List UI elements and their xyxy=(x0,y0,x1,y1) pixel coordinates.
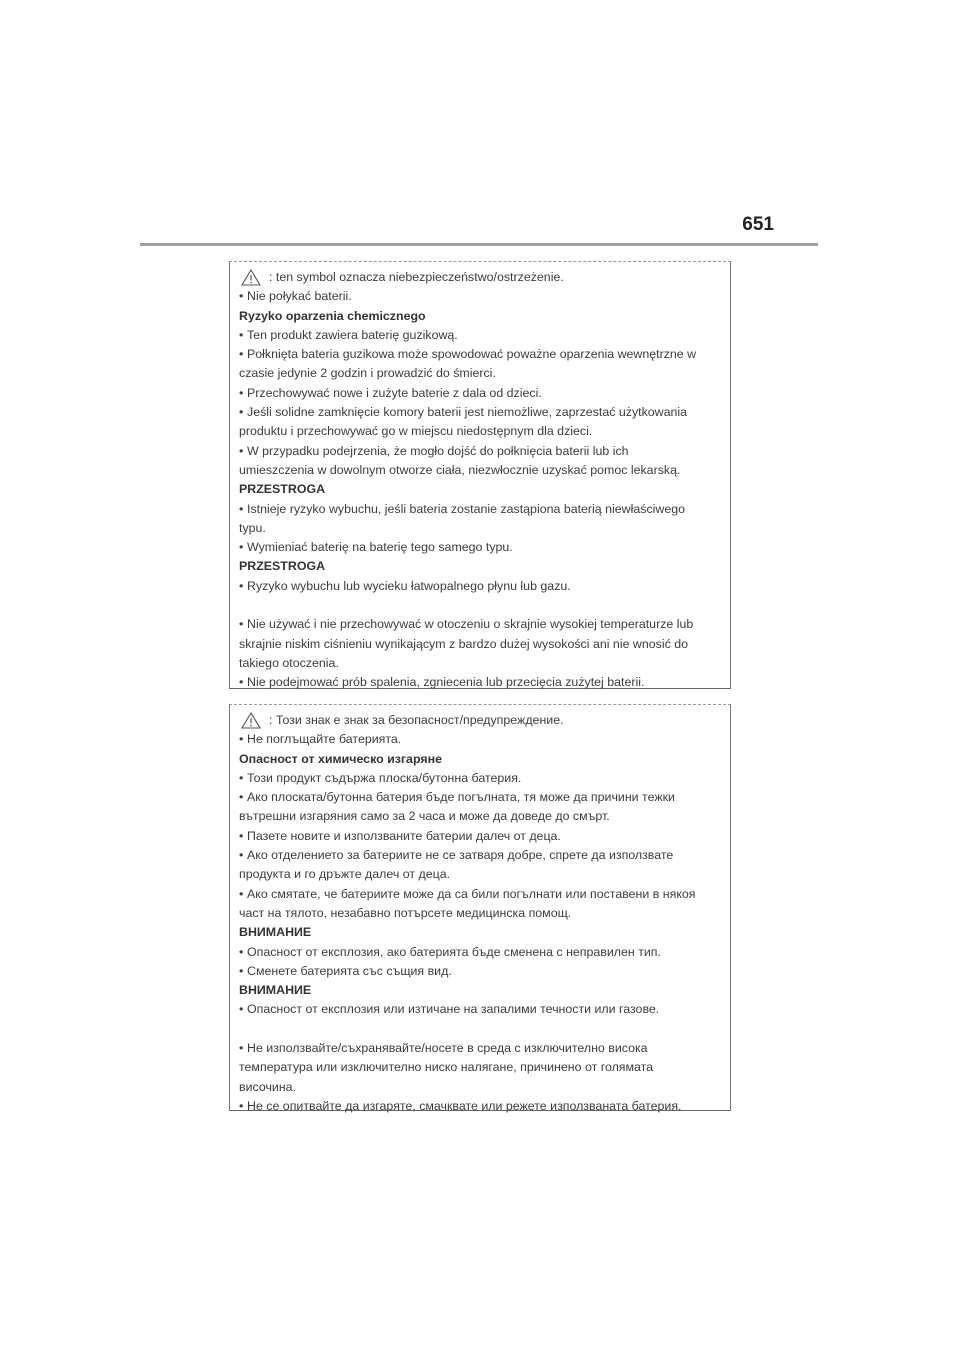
bullet-marker: • xyxy=(239,828,244,843)
line-text: Пазете новите и използваните батерии далеч от деца. xyxy=(247,828,561,843)
polish-symbol-line xyxy=(239,268,720,287)
text-line xyxy=(239,1078,720,1097)
line-text: Wymieniać baterię na baterię tego samego typu. xyxy=(247,540,513,555)
text-line xyxy=(239,730,720,749)
section-heading xyxy=(239,750,720,769)
line-text: Опасност от химическо изгаряне xyxy=(239,751,442,766)
bullet-marker: • xyxy=(239,1041,244,1056)
text-line xyxy=(239,500,720,519)
warning-triangle-icon xyxy=(241,712,261,729)
line-text: Ryzyko oparzenia chemicznego xyxy=(239,308,426,323)
line-text: Не поглъщайте батерията. xyxy=(247,732,402,747)
polish-text-lines xyxy=(239,287,720,692)
text-line xyxy=(239,287,720,306)
line-text: produktu i przechowywać go w miejscu niedostępnym dla dzieci. xyxy=(239,424,593,439)
text-line xyxy=(239,596,720,615)
line-text: Nie używać i nie przechowywać w otoczeniu o skrajnie wysokiej temperaturze lub xyxy=(247,617,694,632)
bullet-marker: • xyxy=(239,770,244,785)
text-line xyxy=(239,538,720,557)
bullet-marker: • xyxy=(239,1098,244,1113)
text-line xyxy=(239,422,720,441)
bullet-marker: • xyxy=(239,732,244,747)
polish-symbol-text: : ten symbol oznacza niebezpieczeństwo/ostrzeżenie. xyxy=(269,270,564,284)
text-line xyxy=(239,885,720,904)
text-line xyxy=(239,1058,720,1077)
line-text: skrajnie niskim ciśnieniu wynikającym z bardzo dużej wysokości ani nie wnosić do xyxy=(239,636,689,651)
line-text: PRZESTROGA xyxy=(239,559,326,574)
line-text: височина. xyxy=(239,1079,297,1094)
line-text: Ten produkt zawiera baterię guzikową. xyxy=(247,327,458,342)
text-line xyxy=(239,615,720,634)
line-text: Не използвайте/съхранявайте/носете в среда с изключително висока xyxy=(247,1041,648,1056)
bullet-marker: • xyxy=(239,886,244,901)
line-text: Ако смятате, че батериите може да са били погълнати или поставени в някоя xyxy=(247,886,696,901)
section-heading xyxy=(239,307,720,326)
line-text: част на тялото, незабавно потърсете медицинска помощ. xyxy=(239,905,572,920)
polish-warning-box xyxy=(229,261,731,689)
text-line xyxy=(239,769,720,788)
line-text: Połknięta bateria guzikowa może spowodować poważne oparzenia wewnętrzne w xyxy=(247,347,697,362)
line-text: Този продукт съдържа плоска/бутонна батерия. xyxy=(247,770,522,785)
line-text: W przypadku podejrzenia, że mogło dojść do połknięcia baterii lub ich xyxy=(247,443,629,458)
text-line xyxy=(239,788,720,807)
text-line xyxy=(239,519,720,538)
bullet-marker: • xyxy=(239,1002,244,1017)
text-line xyxy=(239,364,720,383)
bullet-marker: • xyxy=(239,443,244,458)
line-text: Nie połykać baterii. xyxy=(247,289,352,304)
line-text: температура или изключително ниско налягане, причинено от голямата xyxy=(239,1060,654,1075)
bullet-marker: • xyxy=(239,675,244,690)
text-line xyxy=(239,384,720,403)
bullet-marker: • xyxy=(239,540,244,555)
line-text: takiego otoczenia. xyxy=(239,655,339,670)
line-text: ВНИМАНИЕ xyxy=(239,925,312,940)
text-line xyxy=(239,846,720,865)
text-line xyxy=(239,345,720,364)
text-line xyxy=(239,577,720,596)
text-line xyxy=(239,326,720,345)
bulgarian-text-lines xyxy=(239,730,720,1116)
bullet-marker: • xyxy=(239,578,244,593)
section-heading xyxy=(239,923,720,942)
bullet-marker: • xyxy=(239,289,244,304)
line-text: czasie jedynie 2 godzin i prowadzić do śmierci. xyxy=(239,366,496,381)
line-text: Ако отделението за батериите не се затваря добре, спрете да използвате xyxy=(247,848,674,863)
line-text: вътрешни изгаряния само за 2 часа и може да доведе до смърт. xyxy=(239,809,610,824)
bullet-marker: • xyxy=(239,405,244,420)
line-text: Опасност от експлозия или изтичане на запалими течности или газове. xyxy=(247,1002,660,1017)
bulgarian-symbol-text: : Този знак е знак за безопасност/предупреждение. xyxy=(269,713,564,727)
text-line xyxy=(239,865,720,884)
text-line xyxy=(239,1020,720,1039)
bulgarian-warning-box xyxy=(229,704,731,1111)
line-text: Сменете батерията със същия вид. xyxy=(247,963,452,978)
header-rule xyxy=(140,243,818,246)
text-line xyxy=(239,673,720,692)
text-line xyxy=(239,654,720,673)
line-text: Nie podejmować prób spalenia, zgniecenia lub przecięcia zużytej baterii. xyxy=(247,675,645,690)
text-line xyxy=(239,904,720,923)
bullet-marker: • xyxy=(239,385,244,400)
line-text: PRZESTROGA xyxy=(239,482,326,497)
bullet-marker: • xyxy=(239,944,244,959)
text-line xyxy=(239,635,720,654)
line-text: Jeśli solidne zamknięcie komory baterii jest niemożliwe, zaprzestać użytkowania xyxy=(247,405,688,420)
line-text: typu. xyxy=(239,520,266,535)
bullet-marker: • xyxy=(239,501,244,516)
text-line xyxy=(239,943,720,962)
line-text: ВНИМАНИЕ xyxy=(239,983,312,998)
line-text: Ако плоската/бутонна батерия бъде погълната, тя може да причини тежки xyxy=(247,790,675,805)
line-text: продукта и го дръжте далеч от деца. xyxy=(239,867,451,882)
section-heading xyxy=(239,480,720,499)
bullet-marker: • xyxy=(239,790,244,805)
line-text: Istnieje ryzyko wybuchu, jeśli bateria zostanie zastąpiona baterią niewłaściwego xyxy=(247,501,686,516)
text-line xyxy=(239,827,720,846)
text-line xyxy=(239,1000,720,1019)
line-text: umieszczenia w dowolnym otworze ciała, niezwłocznie uzyskać pomoc lekarską. xyxy=(239,462,681,477)
line-text: Ryzyko wybuchu lub wycieku łatwopalnego płynu lub gazu. xyxy=(247,578,571,593)
bullet-marker: • xyxy=(239,848,244,863)
text-line xyxy=(239,403,720,422)
text-line xyxy=(239,807,720,826)
bullet-marker: • xyxy=(239,347,244,362)
line-text: Przechowywać nowe i zużyte baterie z dala od dzieci. xyxy=(247,385,542,400)
section-heading xyxy=(239,981,720,1000)
text-line xyxy=(239,442,720,461)
bulgarian-symbol-line xyxy=(239,711,720,730)
text-line xyxy=(239,962,720,981)
line-text: Опасност от експлозия, ако батерията бъде сменена с неправилен тип. xyxy=(247,944,661,959)
text-line xyxy=(239,1039,720,1058)
warning-triangle-icon xyxy=(241,269,261,286)
text-line xyxy=(239,461,720,480)
section-heading xyxy=(239,557,720,576)
text-line xyxy=(239,1097,720,1116)
bullet-marker: • xyxy=(239,617,244,632)
page-number: 651 xyxy=(742,214,774,235)
line-text: Не се опитвайте да изгаряте, смачквате или режете използваната батерия. xyxy=(247,1098,682,1113)
bullet-marker: • xyxy=(239,963,244,978)
bullet-marker: • xyxy=(239,327,244,342)
